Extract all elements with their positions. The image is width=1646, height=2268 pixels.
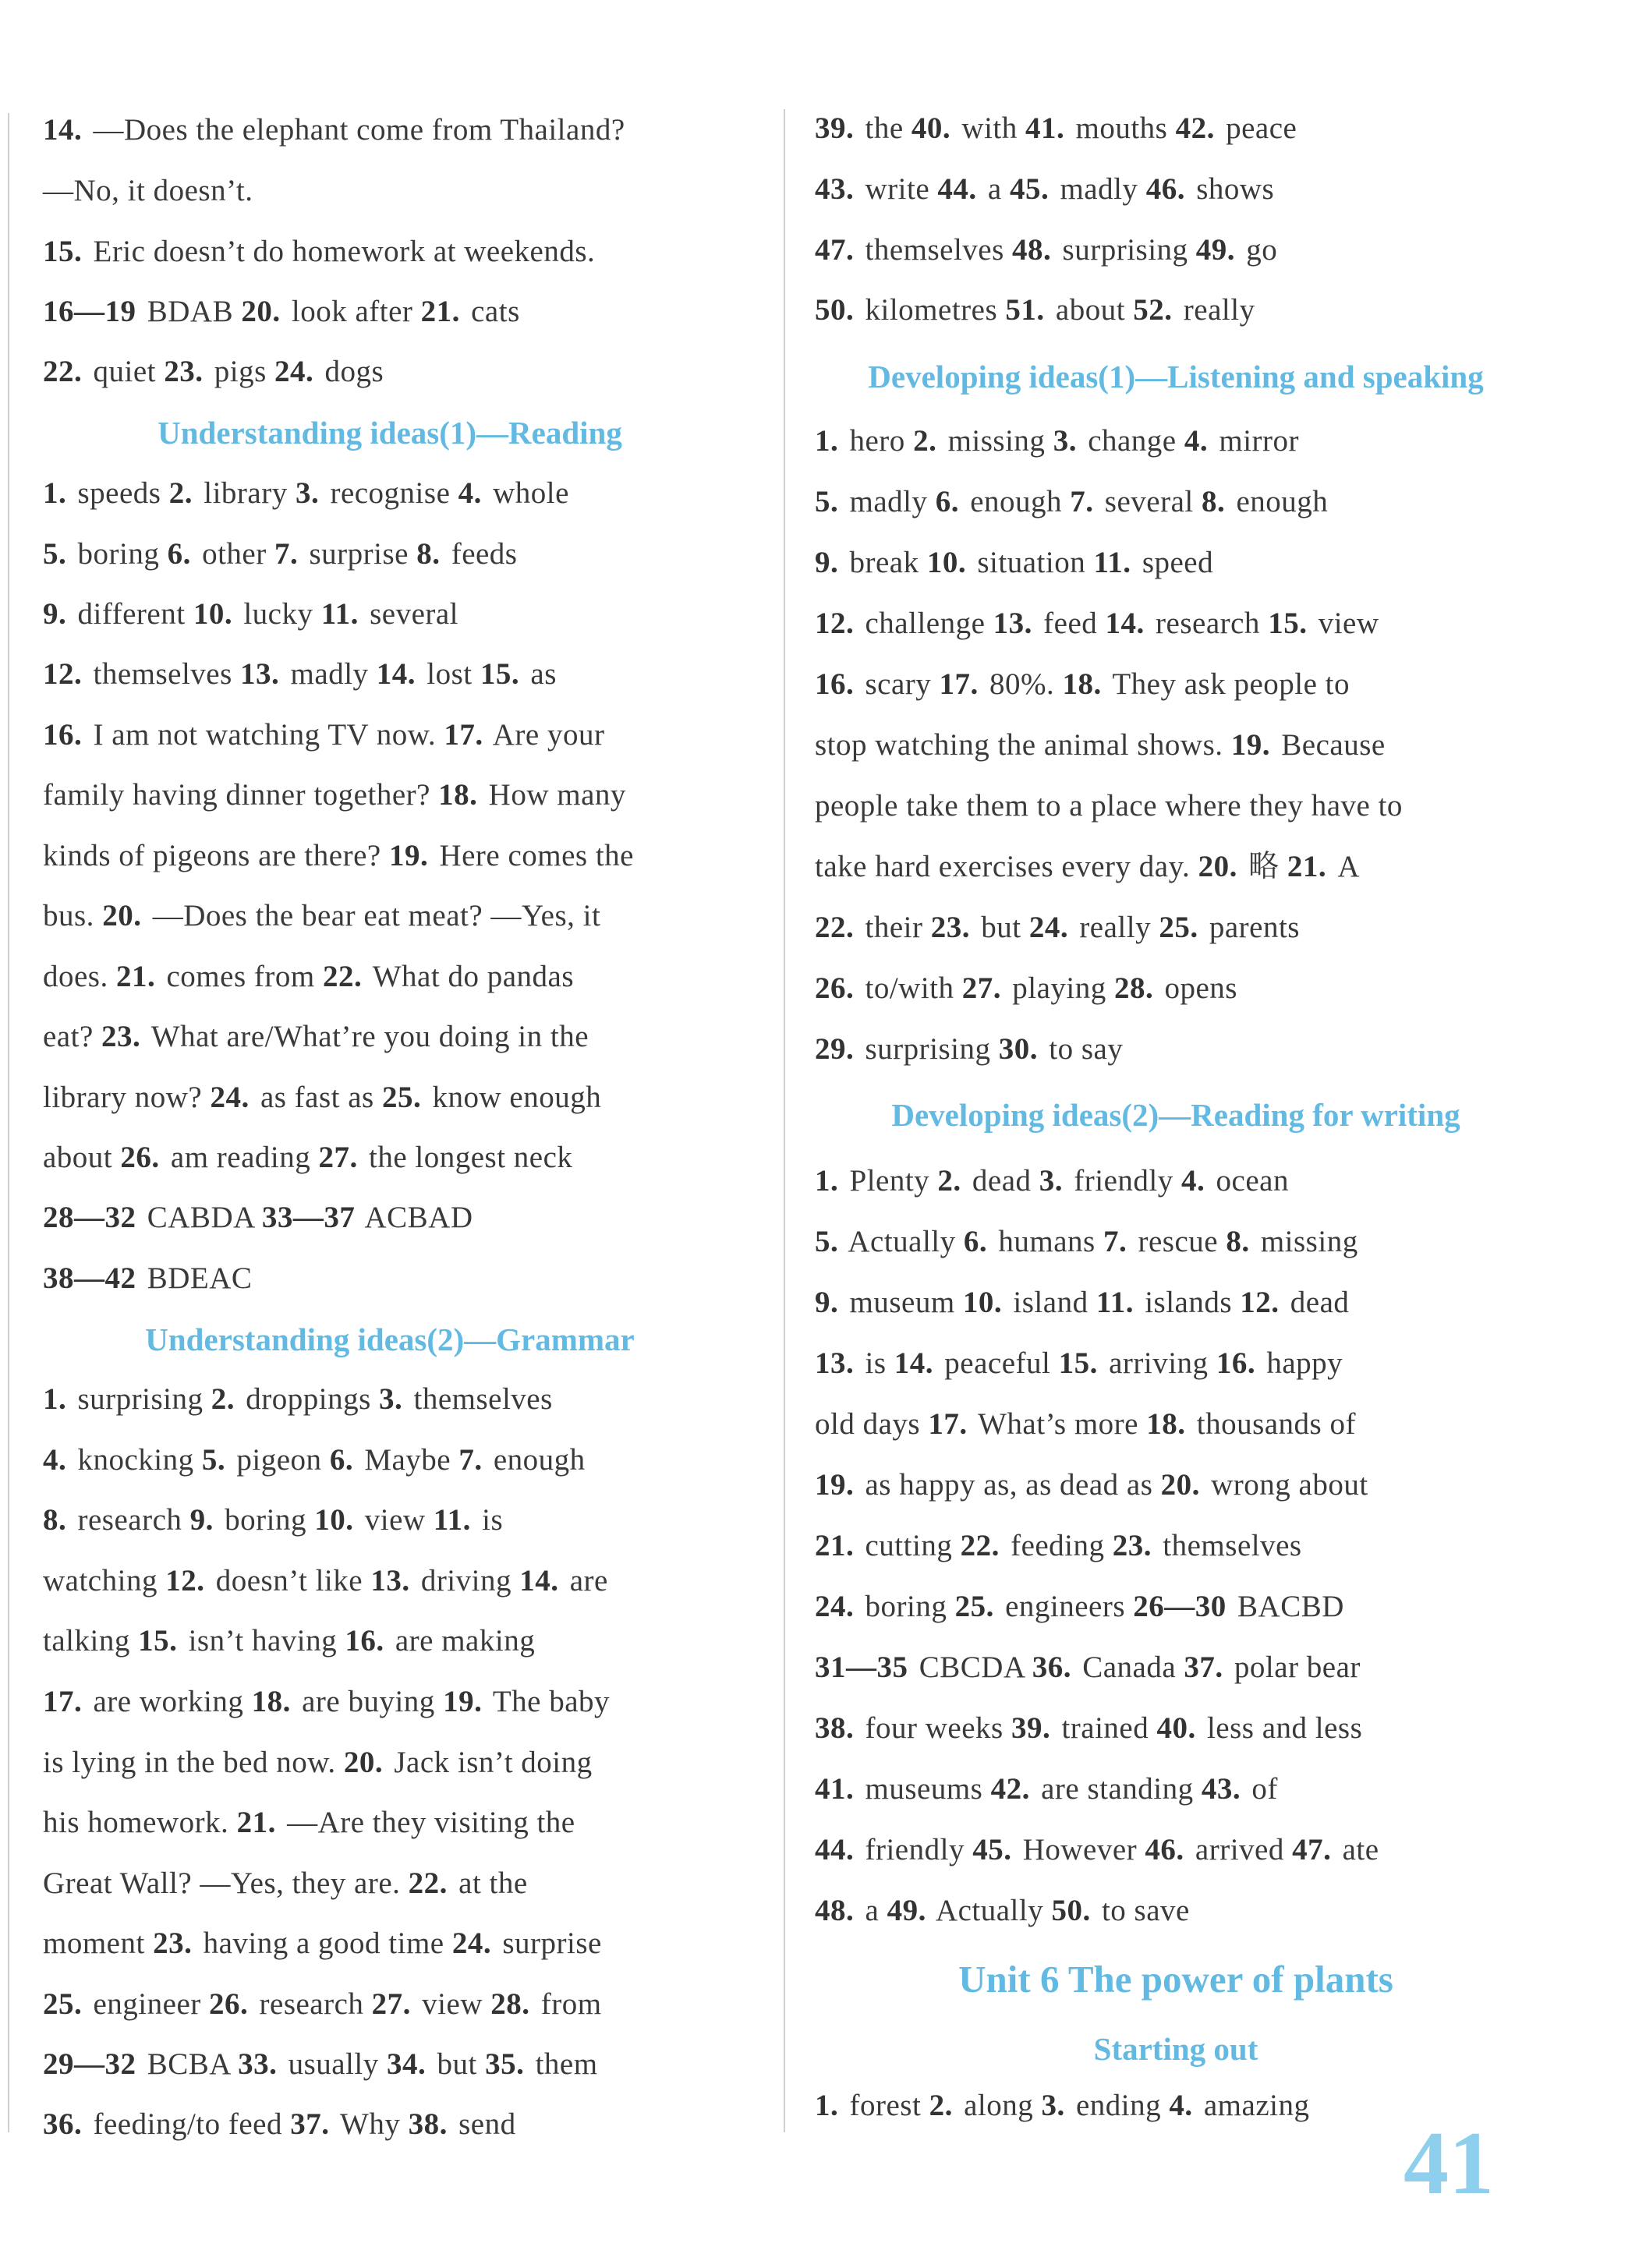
answer-line: 1. Plenty 2. dead 3. friendly 4. ocean [815,1164,1289,1198]
center-divider [784,109,785,2132]
answer-line: 31—35 CBCDA 36. Canada 37. polar bear [815,1651,1361,1684]
answer-line: 38—42 BDEAC [43,1261,253,1295]
unit-title: Unit 6 The power of plants [958,1958,1393,2001]
answer-line: family having dinner together? 18. How many [43,778,626,812]
answer-line: 13. is 14. peaceful 15. arriving 16. happy [815,1346,1343,1380]
answer-line: 24. boring 25. engineers 26—30 BACBD [815,1590,1344,1623]
answer-line: watching 12. doesn’t like 13. driving 14. are [43,1564,608,1598]
section-heading: Developing ideas(1)—Listening and speaking [868,359,1484,395]
answer-line: eat? 23. What are/What’re you doing in the [43,1020,589,1053]
answer-line: 29—32 BCBA 33. usually 34. but 35. them [43,2047,598,2081]
answer-line: 41. museums 42. are standing 43. of [815,1772,1278,1806]
answer-line: 38. four weeks 39. trained 40. less and less [815,1711,1363,1745]
answer-line: 9. museum 10. island 11. islands 12. dead [815,1286,1350,1319]
answer-line: 1. hero 2. missing 3. change 4. mirror [815,424,1300,458]
answer-line: about 26. am reading 27. the longest neck [43,1141,573,1174]
answer-line: 21. cutting 22. feeding 23. themselves [815,1529,1302,1562]
answer-line: 12. challenge 13. feed 14. research 15. view [815,607,1379,640]
answer-line: 5. Actually 6. humans 7. rescue 8. missing [815,1225,1358,1258]
answer-line: 17. are working 18. are buying 19. The baby [43,1685,611,1718]
answer-line: 36. feeding/to feed 37. Why 38. send [43,2107,516,2141]
answer-line: 14. —Does the elephant come from Thailand? [43,113,625,147]
section-heading: Starting out [1093,2031,1258,2067]
answer-line: people take them to a place where they have to [815,789,1403,823]
answer-line: Great Wall? —Yes, they are. 22. at the [43,1866,528,1900]
answer-line: 16. I am not watching TV now. 17. Are your [43,718,605,752]
answer-line: 12. themselves 13. madly 14. lost 15. as [43,657,557,691]
answer-line: 25. engineer 26. research 27. view 28. from [43,1987,602,2021]
answer-line: 16—19 BDAB 20. look after 21. cats [43,295,520,328]
answer-line: 1. surprising 2. droppings 3. themselves [43,1382,553,1416]
answer-line: his homework. 21. —Are they visiting the [43,1806,575,1839]
answer-line: moment 23. having a good time 24. surprise [43,1927,602,1960]
section-heading: Understanding ideas(2)—Grammar [145,1322,635,1357]
answer-line: 5. madly 6. enough 7. several 8. enough [815,485,1329,518]
answer-line: 43. write 44. a 45. madly 46. shows [815,172,1275,206]
page-number: 41 [1404,2114,1494,2213]
answer-line: 4. knocking 5. pigeon 6. Maybe 7. enough [43,1443,586,1477]
answer-line: 48. a 49. Actually 50. to save [815,1894,1190,1927]
answer-line: 22. quiet 23. pigs 24. dogs [43,355,384,388]
answer-line: 9. break 10. situation 11. speed [815,546,1214,579]
answer-line: 1. speeds 2. library 3. recognise 4. whole [43,476,569,510]
answer-line: talking 15. isn’t having 16. are making [43,1624,536,1658]
section-heading: Understanding ideas(1)—Reading [158,415,622,451]
answer-line: 26. to/with 27. playing 28. opens [815,971,1237,1005]
answer-line: is lying in the bed now. 20. Jack isn’t doing [43,1746,593,1779]
left-margin-rule [8,113,9,2132]
answer-line: 16. scary 17. 80%. 18. They ask people to [815,667,1350,701]
answer-line: bus. 20. —Does the bear eat meat? —Yes, it [43,899,601,932]
answer-line: 50. kilometres 51. about 52. really [815,293,1255,327]
answer-line: 22. their 23. but 24. really 25. parents [815,911,1300,944]
answer-line: 39. the 40. with 41. mouths 42. peace [815,111,1297,145]
answer-line: 1. forest 2. along 3. ending 4. amazing [815,2089,1310,2122]
answer-line: 19. as happy as, as dead as 20. wrong about [815,1468,1368,1502]
answer-line: 29. surprising 30. to say [815,1032,1124,1066]
answer-line: stop watching the animal shows. 19. Because [815,728,1386,762]
answer-line: library now? 24. as fast as 25. know enough [43,1081,602,1114]
answer-line: kinds of pigeons are there? 19. Here comes the [43,839,634,872]
answer-line: 8. research 9. boring 10. view 11. is [43,1503,504,1537]
answer-line: 5. boring 6. other 7. surprise 8. feeds [43,537,518,571]
section-heading: Developing ideas(2)—Reading for writing [891,1097,1460,1133]
answer-line: take hard exercises every day. 20. 略 21. A [815,850,1360,883]
answer-line: —No, it doesn’t. [43,174,253,207]
answer-line: 44. friendly 45. However 46. arrived 47. ate [815,1833,1379,1866]
answer-line: 47. themselves 48. surprising 49. go [815,233,1278,267]
answer-line: old days 17. What’s more 18. thousands of [815,1407,1356,1441]
answer-line: 28—32 CABDA 33—37 ACBAD [43,1201,473,1234]
answer-line: does. 21. comes from 22. What do pandas [43,960,575,993]
answer-line: 9. different 10. lucky 11. several [43,597,459,631]
answer-line: 15. Eric doesn’t do homework at weekends. [43,235,596,268]
